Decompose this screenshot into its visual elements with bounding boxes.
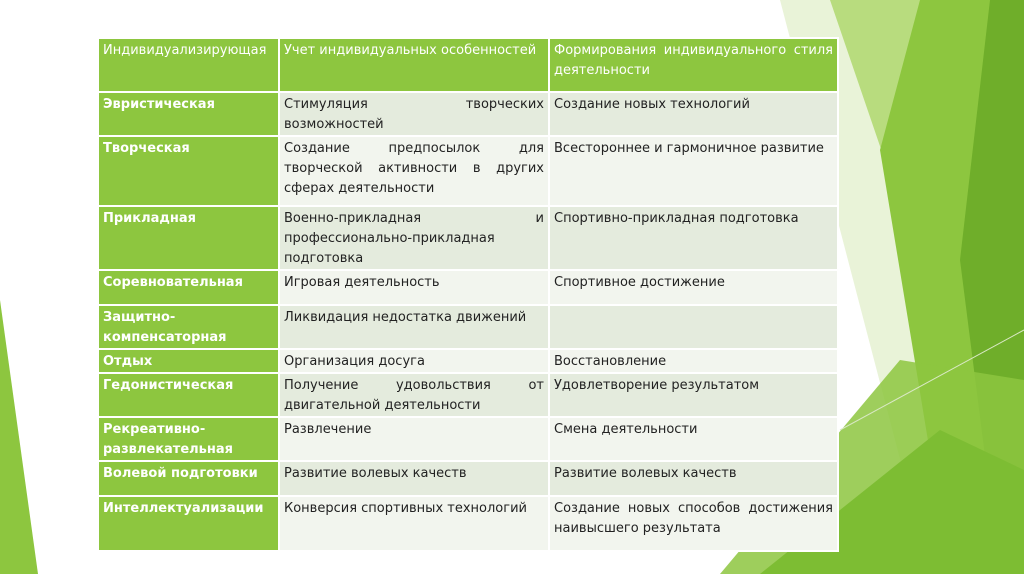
table-row xyxy=(98,496,838,551)
header-cell-function: Индивидуализирующая xyxy=(98,38,279,92)
individual-features-cell: Организация досуга xyxy=(279,349,549,373)
individual-features-cell: Ликвидация недостатка движений xyxy=(279,305,549,349)
table-row xyxy=(98,206,838,270)
function-cell: Защитно-компенсаторная xyxy=(98,305,279,349)
style-formation-cell xyxy=(549,305,838,349)
function-cell: Соревновательная xyxy=(98,270,279,305)
table-row xyxy=(98,305,838,349)
functions-table xyxy=(97,37,839,552)
function-cell: Гедонистическая xyxy=(98,373,279,417)
function-cell: Эвристическая xyxy=(98,92,279,136)
style-formation-cell: Развитие волевых качеств xyxy=(549,461,838,496)
individual-features-cell: Стимуляция творческих возможностей xyxy=(279,92,549,136)
function-cell: Рекреативно-развлекательная xyxy=(98,417,279,461)
individual-features-cell: Конверсия спортивных технологий xyxy=(279,496,549,551)
individual-features-cell: Игровая деятельность xyxy=(279,270,549,305)
function-cell: Волевой подготовки xyxy=(98,461,279,496)
table-row xyxy=(98,373,838,417)
individual-features-cell: Развлечение xyxy=(279,417,549,461)
table-row xyxy=(98,270,838,305)
table-row xyxy=(98,92,838,136)
header-cell-individual-features: Учет индивидуальных особенностей xyxy=(279,38,549,92)
style-formation-cell: Создание новых технологий xyxy=(549,92,838,136)
individual-features-cell: Получение удовольствия от двигательной деятельности xyxy=(279,373,549,417)
function-cell: Интеллектуализации xyxy=(98,496,279,551)
table-header-row xyxy=(98,38,838,92)
style-formation-cell: Спортивно-прикладная подготовка xyxy=(549,206,838,270)
individual-features-cell: Военно-прикладная и профессионально-прикладная подготовка xyxy=(279,206,549,270)
table-row xyxy=(98,349,838,373)
table-row xyxy=(98,461,838,496)
individual-features-cell: Развитие волевых качеств xyxy=(279,461,549,496)
table-row xyxy=(98,136,838,206)
function-cell: Прикладная xyxy=(98,206,279,270)
style-formation-cell: Восстановление xyxy=(549,349,838,373)
style-formation-cell: Смена деятельности xyxy=(549,417,838,461)
function-cell: Творческая xyxy=(98,136,279,206)
style-formation-cell: Спортивное достижение xyxy=(549,270,838,305)
style-formation-cell: Создание новых способов достижения наивысшего результата xyxy=(549,496,838,551)
individual-features-cell: Создание предпосылок для творческой активности в других сферах деятельности xyxy=(279,136,549,206)
style-formation-cell: Всестороннее и гармоничное развитие xyxy=(549,136,838,206)
function-cell: Отдых xyxy=(98,349,279,373)
style-formation-cell: Удовлетворение результатом xyxy=(549,373,838,417)
header-cell-style-formation: Формирования индивидуального стиля деятельности xyxy=(549,38,838,92)
table-row xyxy=(98,417,838,461)
left-green-triangle xyxy=(0,300,38,574)
